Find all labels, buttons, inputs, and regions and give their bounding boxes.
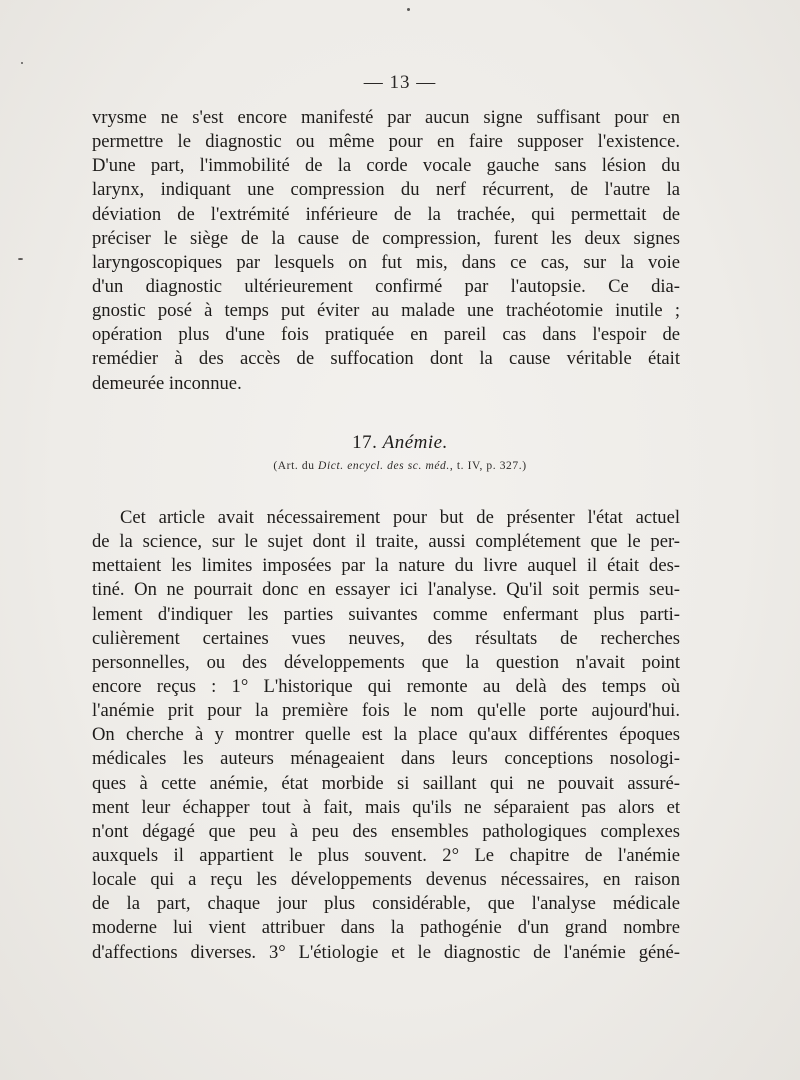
text-line: culièrement certaines vues neuves, des résultats de recherches [92, 627, 680, 649]
text-line: préciser le siège de la cause de compression, furent les deux signes [92, 227, 680, 249]
text-line: de la part, chaque jour plus considérable, que l'analyse médicale [92, 893, 680, 915]
text-line: opération plus d'une fois pratiquée en pareil cas dans l'espoir de [92, 324, 680, 346]
text-line: lement d'indiquer les parties suivantes comme enfermant plus parti- [92, 603, 680, 625]
print-speck [407, 8, 410, 11]
text-line: d'affections diverses. 3° L'étiologie et le diagnostic de l'anémie géné- [92, 941, 680, 963]
text-line: laryngoscopiques par lesquels on fut mis, dans ce cas, sur la voie [92, 251, 680, 273]
text-line: D'une part, l'immobilité de la corde vocale gauche sans lésion du [92, 155, 680, 177]
text-line: de la science, sur le sujet dont il traite, aussi complétement que le per- [92, 531, 680, 553]
text-line: On cherche à y montrer quelle est la place qu'aux différentes époques [92, 724, 680, 746]
section-reference [0, 460, 800, 472]
text-line: moderne lui vient attribuer dans la pathogénie d'un grand nombre [92, 917, 680, 939]
text-line: n'ont dégagé que peu à peu des ensembles pathologiques complexes [92, 820, 680, 842]
text-line: déviation de l'extrémité inférieure de la trachée, qui permettait de [92, 203, 680, 225]
text-line: tiné. On ne pourrait donc en essayer ici l'analyse. Qu'il soit permis seu- [92, 579, 680, 601]
text-line: permettre le diagnostic ou même pour en faire supposer l'existence. [92, 131, 680, 153]
paragraph-1 [92, 106, 680, 396]
text-line: gnostic posé à temps put éviter au malade une trachéotomie inutile ; [92, 300, 680, 322]
text-line: ment leur échapper tout à fait, mais qu'ils ne séparaient pas alors et [92, 796, 680, 818]
text-line: l'anémie prit pour la première fois le nom qu'elle porte aujourd'hui. [92, 700, 680, 722]
text-line: mettaient les limites imposées par la nature du livre auquel il était des- [92, 555, 680, 577]
section-heading [0, 432, 800, 454]
reference-suffix: , t. IV, p. 327.) [449, 460, 527, 472]
text-line: ques à cette anémie, état morbide si saillant qui ne pouvait assuré- [92, 772, 680, 794]
section-number: 17. [352, 432, 378, 453]
print-speck [18, 258, 23, 260]
print-speck [21, 62, 23, 64]
text-line: médicales les auteurs ménageaient dans leurs conceptions nosologi- [92, 748, 680, 770]
text-line: d'un diagnostic ultérieurement confirmé par l'autopsie. Ce dia- [92, 275, 680, 297]
text-line: Cet article avait nécessairement pour but de présenter l'état actuel [120, 507, 680, 528]
text-line: demeurée inconnue. [92, 372, 242, 394]
paragraph-2 [92, 506, 680, 965]
reference-source: Dict. encycl. des sc. méd. [318, 460, 450, 472]
reference-prefix: (Art. du [273, 460, 315, 472]
text-line: vrysme ne s'est encore manifesté par aucun signe suffisant pour en [92, 107, 680, 128]
section-title: Anémie. [382, 432, 448, 453]
text-line: remédier à des accès de suffocation dont la cause véritable était [92, 348, 680, 370]
text-line: auxquels il appartient le plus souvent. 2° Le chapitre de l'anémie [92, 844, 680, 866]
text-line: locale qui a reçu les développements devenus nécessaires, en raison [92, 869, 680, 891]
text-line: larynx, indiquant une compression du nerf récurrent, de l'autre la [92, 179, 680, 201]
text-line: personnelles, ou des développements que la question n'avait point [92, 651, 680, 673]
page-number: — 13 — [363, 72, 437, 93]
text-line: encore reçus : 1° L'historique qui remonte au delà des temps où [92, 675, 680, 697]
